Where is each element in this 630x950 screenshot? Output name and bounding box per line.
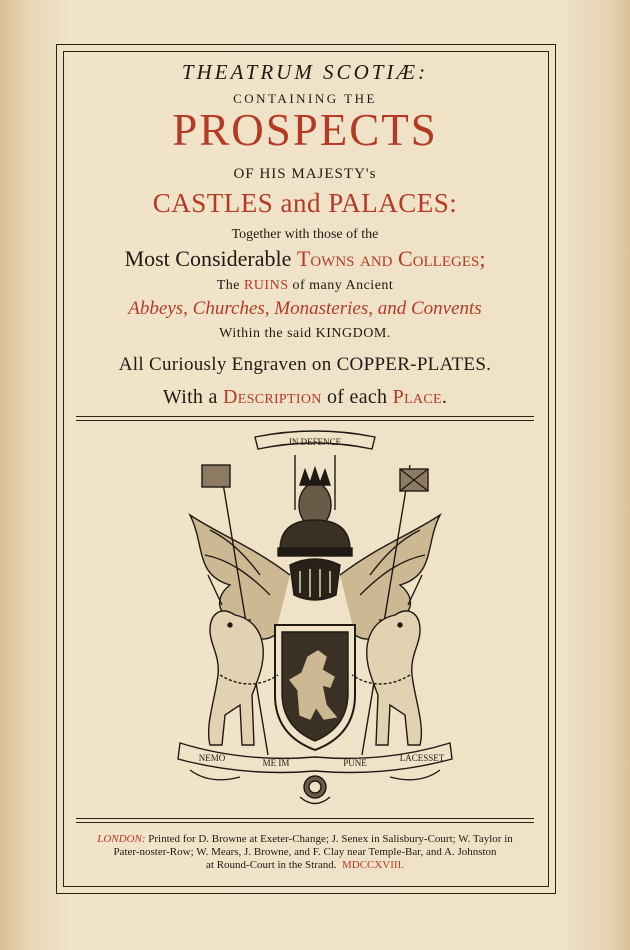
description-prefix: With a [162,386,224,408]
together-line: Together with those of the [231,227,379,242]
imprint-line-2: Pater-noster-Row; W. Mears, J. Browne, and F. Clay near Temple-Bar, and A. Johnston [113,846,497,858]
containing-line: CONTAINING THE [233,91,377,106]
majesty-line: OF HIS MAJESTY's [233,166,377,182]
most-considerable-text: Most Considerable [124,246,297,271]
towns-colleges-text: Towns and Colleges; [296,246,486,271]
crest-motto-2: ME IM [262,758,290,768]
imprint-line3-text: at Round-Court in the Strand. [206,859,337,871]
book-title: THEATRUM SCOTIÆ: [181,60,429,84]
imprint-line-3 [76,859,534,872]
description-word: Description [223,386,322,408]
ruins-line [63,279,547,293]
crest-motto-1: NEMO [198,753,226,763]
description-line [63,387,547,407]
rule-top-1 [76,416,534,417]
towns-colleges-line [63,248,547,270]
ruins-prefix: The [216,278,244,293]
rule-bottom-2 [76,822,534,823]
copper-plates-line: All Curiously Engraven on COPPER-PLATES. [118,354,492,375]
royal-coat-of-arms-engraving [150,425,480,815]
crest-motto-4: LACESSET [399,753,445,763]
place-word: Place [392,386,442,408]
kingdom-line: Within the said KINGDOM. [219,326,391,341]
ruins-word: RUINS [243,278,289,293]
crest-motto-3: PUNE [343,758,367,768]
ruins-suffix: of many Ancient [288,278,394,293]
imprint-line1-text: Printed for D. Browne at Exeter-Change; J. Senex in Salisbury-Court; W. Taylor in [145,833,513,845]
imprint-city: LONDON: [97,833,146,845]
prospects-heading: PROSPECTS [172,105,438,155]
description-period: . [441,386,448,408]
imprint-line-1 [76,833,534,846]
description-middle: of each [321,386,393,408]
rule-bottom-1 [76,818,534,819]
crest-motto-top: IN DEFENCE [288,437,342,447]
rule-top-2 [76,420,534,421]
abbeys-line: Abbeys, Churches, Monasteries, and Convents [128,298,482,319]
imprint-date: MDCCXVIII. [341,859,404,871]
castles-palaces-line: CASTLES and PALACES: [152,188,458,218]
